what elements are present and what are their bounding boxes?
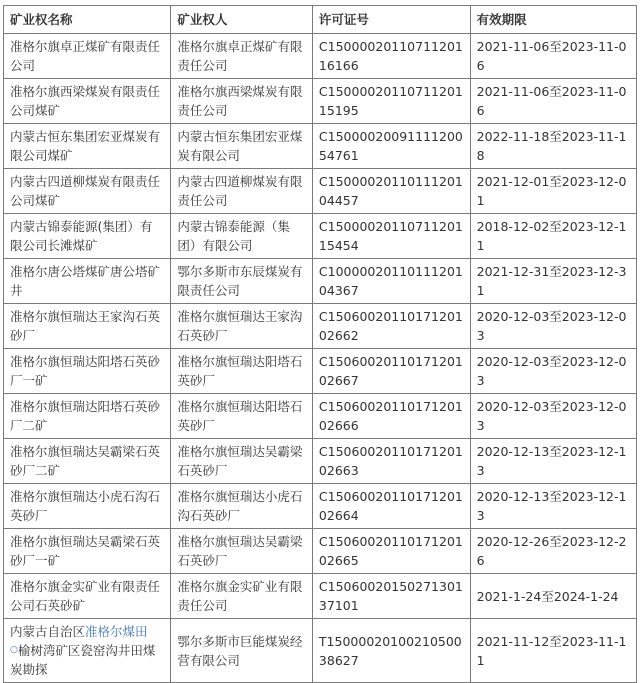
cell-mining-right-name: 内蒙古恒东集团宏亚煤炭有限公司煤矿 (4, 124, 171, 169)
cell-license-number: C1506002011017120102667 (312, 349, 470, 394)
table-row (4, 169, 637, 214)
search-link[interactable]: 准格尔煤田 (85, 624, 148, 639)
cell-right-holder: 准格尔旗恒瑞达吴霸梁石英砂厂 (171, 529, 313, 574)
cell-mining-right-name: 准格尔旗西梁煤炭有限责任公司煤矿 (4, 79, 171, 124)
name-prefix: 内蒙古自治区 (10, 624, 86, 639)
table-row (4, 259, 637, 304)
cell-license-number: C1000002011011120104367 (312, 259, 470, 304)
table-row (4, 79, 637, 124)
table-row (4, 124, 637, 169)
name-suffix: 榆树湾矿区瓷窑沟井田煤炭勘探 (10, 643, 156, 677)
cell-mining-right-name: 准格尔旗恒瑞达小虎石沟石英砂厂 (4, 484, 171, 529)
table-row (4, 349, 637, 394)
table-row (4, 574, 637, 619)
cell-license-number: C1500002011011120104457 (312, 169, 470, 214)
table-row (4, 439, 637, 484)
cell-validity-period: 2021-1-24至2024-1-24 (470, 574, 636, 619)
cell-mining-right-name: 准格尔旗卓正煤矿有限责任公司 (4, 34, 171, 79)
cell-mining-right-name: 内蒙古四道柳煤炭有限责任公司煤矿 (4, 169, 171, 214)
cell-mining-right-name: 准格尔旗金实矿业有限责任公司石英砂矿 (4, 574, 171, 619)
cell-right-holder: 鄂尔多斯市巨能煤炭经营有限公司 (171, 619, 313, 683)
cell-validity-period: 2020-12-13至2023-12-13 (470, 484, 636, 529)
cell-right-holder: 准格尔旗金实矿业有限责任公司 (171, 574, 313, 619)
cell-validity-period: 2020-12-03至2023-12-03 (470, 304, 636, 349)
cell-right-holder: 内蒙古四道柳煤炭有限责任公司 (171, 169, 313, 214)
cell-validity-period: 2018-12-02至2023-12-11 (470, 214, 636, 259)
cell-mining-right-name: 内蒙古锦泰能源(集团）有限公司长滩煤矿 (4, 214, 171, 259)
cell-right-holder: 内蒙古恒东集团宏亚煤炭有限公司 (171, 124, 313, 169)
cell-validity-period: 2020-12-03至2023-12-03 (470, 394, 636, 439)
cell-license-number: C1506002011017120102663 (312, 439, 470, 484)
cell-validity-period: 2021-11-06至2023-11-06 (470, 34, 636, 79)
header-validity-period: 有效期限 (470, 6, 636, 34)
cell-license-number: C1506002015027130137101 (312, 574, 470, 619)
cell-right-holder: 准格尔旗恒瑞达小虎石沟石英砂厂 (171, 484, 313, 529)
cell-validity-period: 2020-12-13至2023-12-13 (470, 439, 636, 484)
cell-license-number: T1500002010021050038627 (312, 619, 470, 683)
cell-right-holder: 准格尔旗恒瑞达阳塔石英砂厂 (171, 349, 313, 394)
cell-license-number: C1500002011071120115195 (312, 79, 470, 124)
cell-validity-period: 2020-12-03至2023-12-03 (470, 349, 636, 394)
cell-validity-period: 2020-12-26至2023-12-26 (470, 529, 636, 574)
mining-rights-table (3, 5, 637, 683)
header-license-number: 许可证号 (312, 6, 470, 34)
header-row (4, 6, 637, 34)
cell-validity-period: 2021-12-01至2023-12-01 (470, 169, 636, 214)
cell-mining-right-name (4, 619, 171, 683)
table-row (4, 214, 637, 259)
cell-validity-period: 2022-11-18至2023-11-18 (470, 124, 636, 169)
cell-right-holder: 准格尔旗恒瑞达王家沟石英砂厂 (171, 304, 313, 349)
cell-mining-right-name: 准格尔旗恒瑞达阳塔石英砂厂一矿 (4, 349, 171, 394)
cell-license-number: C1500002009111120054761 (312, 124, 470, 169)
table-row (4, 304, 637, 349)
cell-license-number: C1506002011017120102666 (312, 394, 470, 439)
table-row (4, 529, 637, 574)
cell-right-holder: 准格尔旗卓正煤矿有限责任公司 (171, 34, 313, 79)
header-mining-right-name: 矿业权名称 (4, 6, 171, 34)
cell-right-holder: 准格尔旗西梁煤炭有限责任公司 (171, 79, 313, 124)
cell-mining-right-name: 准格尔旗恒瑞达王家沟石英砂厂 (4, 304, 171, 349)
cell-license-number: C1506002011017120102664 (312, 484, 470, 529)
cell-mining-right-name: 准格尔旗恒瑞达吴霸梁石英砂厂二矿 (4, 439, 171, 484)
cell-license-number: C1500002011071120115454 (312, 214, 470, 259)
cell-mining-right-name: 准格尔唐公塔煤矿唐公塔矿井 (4, 259, 171, 304)
cell-mining-right-name: 准格尔旗恒瑞达吴霸梁石英砂厂一矿 (4, 529, 171, 574)
table-row (4, 484, 637, 529)
table-row (4, 394, 637, 439)
cell-validity-period: 2021-11-12至2023-11-11 (470, 619, 636, 683)
table-row (4, 619, 637, 683)
cell-right-holder: 鄂尔多斯市东辰煤炭有限责任公司 (171, 259, 313, 304)
cell-license-number: C1506002011017120102665 (312, 529, 470, 574)
cell-validity-period: 2021-11-06至2023-11-06 (470, 79, 636, 124)
cell-right-holder: 准格尔旗恒瑞达阳塔石英砂厂 (171, 394, 313, 439)
cell-right-holder: 内蒙古锦泰能源（集团）有限公司 (171, 214, 313, 259)
cell-license-number: C1500002011071120116166 (312, 34, 470, 79)
cell-right-holder: 准格尔旗恒瑞达吴霸梁石英砂厂 (171, 439, 313, 484)
cell-validity-period: 2021-12-31至2023-12-31 (470, 259, 636, 304)
table-row (4, 34, 637, 79)
cell-license-number: C1506002011017120102662 (312, 304, 470, 349)
header-right-holder: 矿业权人 (171, 6, 313, 34)
cell-mining-right-name: 准格尔旗恒瑞达阳塔石英砂厂二矿 (4, 394, 171, 439)
search-icon[interactable]: ○ (10, 645, 18, 655)
